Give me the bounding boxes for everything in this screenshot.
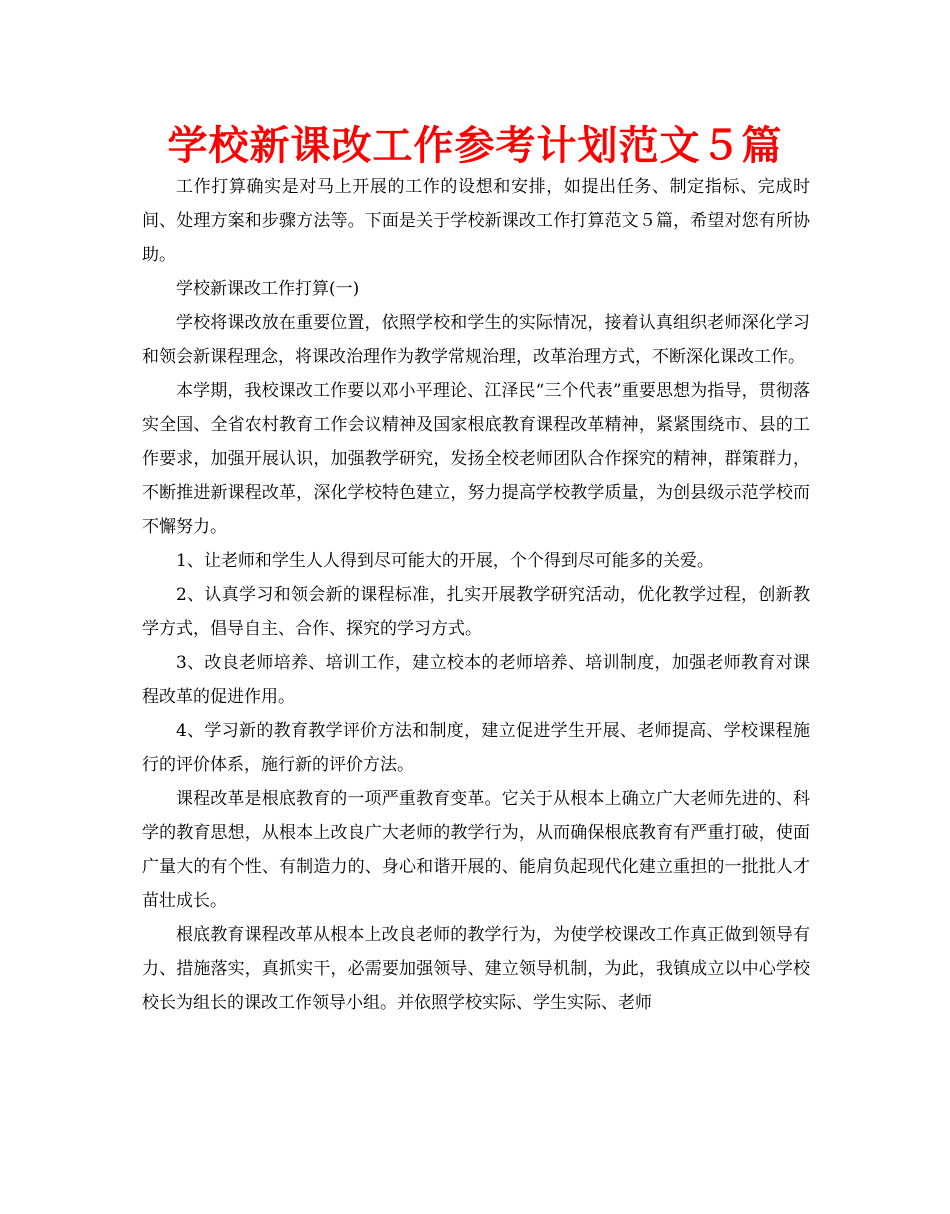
list-item: 3、改良老师培养、培训工作，建立校本的老师培养、培训制度，加强老师教育对课程改革的促进作用。: [142, 653, 810, 707]
paragraph: 课程改革是根底教育的一项严重教育变革。它关于从根本上确立广大老师先进的、科学的教育思想，从根本上改良广大老师的教学行为，从而确保根底教育有严重打破，使面广量大的有个性、有制造力的、身心和谐开展的、能肩负起现代化建立重担的一批批人才苗壮成长。: [142, 789, 810, 911]
paragraph: 根底教育课程改革从根本上改良老师的教学行为，为使学校课改工作真正做到领导有力、措施落实，真抓实干，必需要加强领导、建立领导机制，为此，我镇成立以中心学校校长为组长的课改工作领导小组。并依照学校实际、学生实际、老师: [142, 925, 810, 1013]
list-item: 4、学习新的教育教学评价方法和制度，建立促进学生开展、老师提高、学校课程施行的评价体系，施行新的评价方法。: [142, 721, 810, 775]
paragraph: 学校将课改放在重要位置，依照学校和学生的实际情况，接着认真组织老师深化学习和领会新课程理念，将课改治理作为教学常规治理，改革治理方式，不断深化课改工作。: [142, 313, 810, 367]
section-heading: 学校新课改工作打算(一): [176, 279, 360, 299]
document-body: [142, 170, 810, 1020]
list-item: 2、认真学习和领会新的课程标准，扎实开展教学研究活动，优化教学过程，创新教学方式，倡导自主、合作、探究的学习方式。: [142, 585, 810, 639]
list-item: 1、让老师和学生人人得到尽可能大的开展，个个得到尽可能多的关爱。: [176, 551, 714, 571]
paragraph: 本学期，我校课改工作要以邓小平理论、江泽民“三个代表”重要思想为指导，贯彻落实全国、全省农村教育工作会议精神及国家根底教育课程改革精神，紧紧围绕市、县的工作要求，加强开展认识，加强教学研究，发扬全校老师团队合作探究的精神，群策群力，不断推进新课程改革，深化学校特色建立，努力提高学校教学质量，为创县级示范学校而不懈努力。: [142, 381, 810, 537]
paragraph-intro: 工作打算确实是对马上开展的工作的设想和安排，如提出任务、制定指标、完成时间、处理方案和步骤方法等。下面是关于学校新课改工作打算范文５篇，希望对您有所协助。: [142, 177, 810, 265]
document-title: 学校新课改工作参考计划范文５篇: [167, 123, 783, 169]
